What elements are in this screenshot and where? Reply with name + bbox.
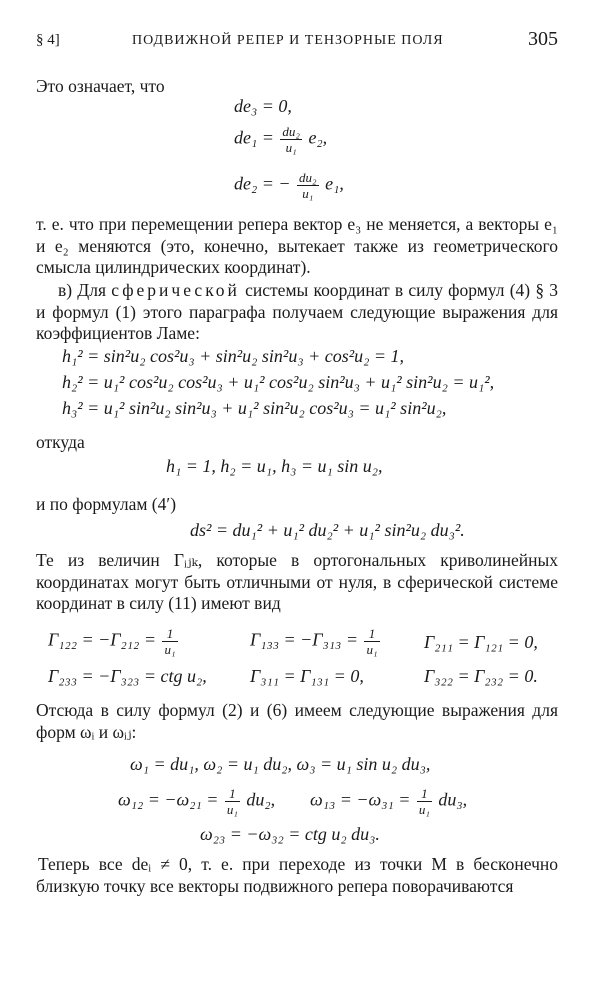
- fraction: [280, 124, 302, 155]
- denominator: u₁: [164, 642, 176, 657]
- paragraph: Теперь все deᵢ ≠ 0, т. е. при переходе из точки M в бесконечно близкую точку все векторы подвижного репера поворачиваются: [36, 854, 558, 896]
- equation: Γ₂₁₁ = Γ₁₂₁ = 0,: [424, 632, 538, 652]
- fraction: [225, 786, 240, 817]
- numerator: du₂: [282, 124, 300, 139]
- equation: [250, 626, 382, 657]
- page-number: 305: [528, 28, 558, 50]
- equation: ω₂₃ = −ω₃₂ = ctg u₂ du₃.: [200, 824, 380, 844]
- numerator: 1: [162, 626, 177, 642]
- numerator: 1: [417, 786, 432, 802]
- equation: [310, 786, 467, 817]
- chapter-title: ПОДВИЖНОЙ РЕПЕР И ТЕНЗОРНЫЕ ПОЛЯ: [132, 33, 444, 48]
- emphasis-spaced: сферической: [111, 280, 240, 300]
- fraction: [297, 170, 319, 201]
- denominator: u₁: [226, 802, 238, 817]
- equation: h₂² = u₁² cos²u₂ cos²u₃ + u₁² cos²u₂ sin²u₃ + u₁² sin²u₂ = u₁²,: [62, 372, 495, 392]
- equation: [234, 170, 344, 201]
- equation: [48, 626, 180, 657]
- paragraph-lead: в) Для: [58, 280, 107, 300]
- equation: [118, 786, 275, 817]
- paragraph: Отсюда в силу формул (2) и (6) имеем следующие выражения для форм ωᵢ и ωᵢⱼ:: [36, 700, 558, 742]
- paragraph: откуда: [36, 432, 85, 452]
- equation: Γ₂₃₃ = −Γ₃₂₃ = ctg u₂,: [48, 666, 207, 686]
- equation-part: ω₁₃ = −ω₃₁ =: [310, 789, 411, 810]
- paragraph: [36, 280, 558, 345]
- equation: h₃² = u₁² sin²u₂ sin²u₃ + u₁² sin²u₂ cos²u₃ = u₁² sin²u₂,: [62, 398, 447, 418]
- denominator: u₁: [418, 802, 430, 817]
- paragraph: и по формулам (4′): [36, 494, 177, 514]
- equation: h₁ = 1, h₂ = u₁, h₃ = u₁ sin u₂,: [166, 456, 383, 476]
- equation-part: Γ₁₃₃ = −Γ₃₁₃ =: [250, 629, 358, 650]
- equation-lhs: de₁ =: [234, 127, 274, 148]
- paragraph: Это означает, что: [36, 76, 165, 96]
- equation: Γ₃₂₂ = Γ₂₃₂ = 0.: [424, 666, 538, 686]
- fraction: [162, 626, 177, 657]
- denominator: u₁: [302, 186, 314, 201]
- equation-part: Γ₁₂₂ = −Γ₂₁₂ =: [48, 629, 156, 650]
- equation-lhs: de₂ = −: [234, 173, 291, 194]
- equation-rhs: e₂,: [308, 127, 328, 148]
- equation-rhs: e₁,: [325, 173, 344, 194]
- paragraph-rest: системы координат в силу формул (4) § 3 и формул (1) этого параграфа получаем следующие выражения для коэффициентов Ламе:: [36, 280, 559, 343]
- paragraph: т. е. что при перемещении репера вектор e₃ не меняется, а векторы e₁ и e₂ меняются (это, конечно, вытекает также из геометрического смысла цилиндрических координат).: [36, 214, 558, 277]
- equation-part: du₃,: [438, 789, 468, 810]
- numerator: 1: [364, 626, 379, 642]
- equation: Γ₃₁₁ = Γ₁₃₁ = 0,: [250, 666, 364, 686]
- equation-part: ω₁₂ = −ω₂₁ =: [118, 789, 219, 810]
- section-number: § 4]: [36, 32, 60, 48]
- denominator: u₁: [285, 140, 297, 155]
- numerator: du₂: [299, 170, 317, 185]
- equation: ω₁ = du₁, ω₂ = u₁ du₂, ω₃ = u₁ sin u₂ du₃,: [130, 754, 431, 774]
- equation: de₃ = 0,: [234, 96, 292, 116]
- equation: [234, 124, 327, 155]
- equation-part: du₂,: [246, 789, 276, 810]
- paragraph: Те из величин Γᵢⱼₖ, которые в ортогональных криволинейных координатах могут быть отличными от нуля, в сферической системе координат в силу (11) имеют вид: [36, 550, 558, 613]
- numerator: 1: [225, 786, 240, 802]
- fraction: [364, 626, 379, 657]
- fraction: [417, 786, 432, 817]
- denominator: u₁: [366, 642, 378, 657]
- equation: h₁² = sin²u₂ cos²u₃ + sin²u₂ sin²u₃ + cos²u₂ = 1,: [62, 346, 405, 366]
- equation: ds² = du₁² + u₁² du₂² + u₁² sin²u₂ du₃².: [190, 520, 465, 540]
- running-header: [36, 28, 558, 52]
